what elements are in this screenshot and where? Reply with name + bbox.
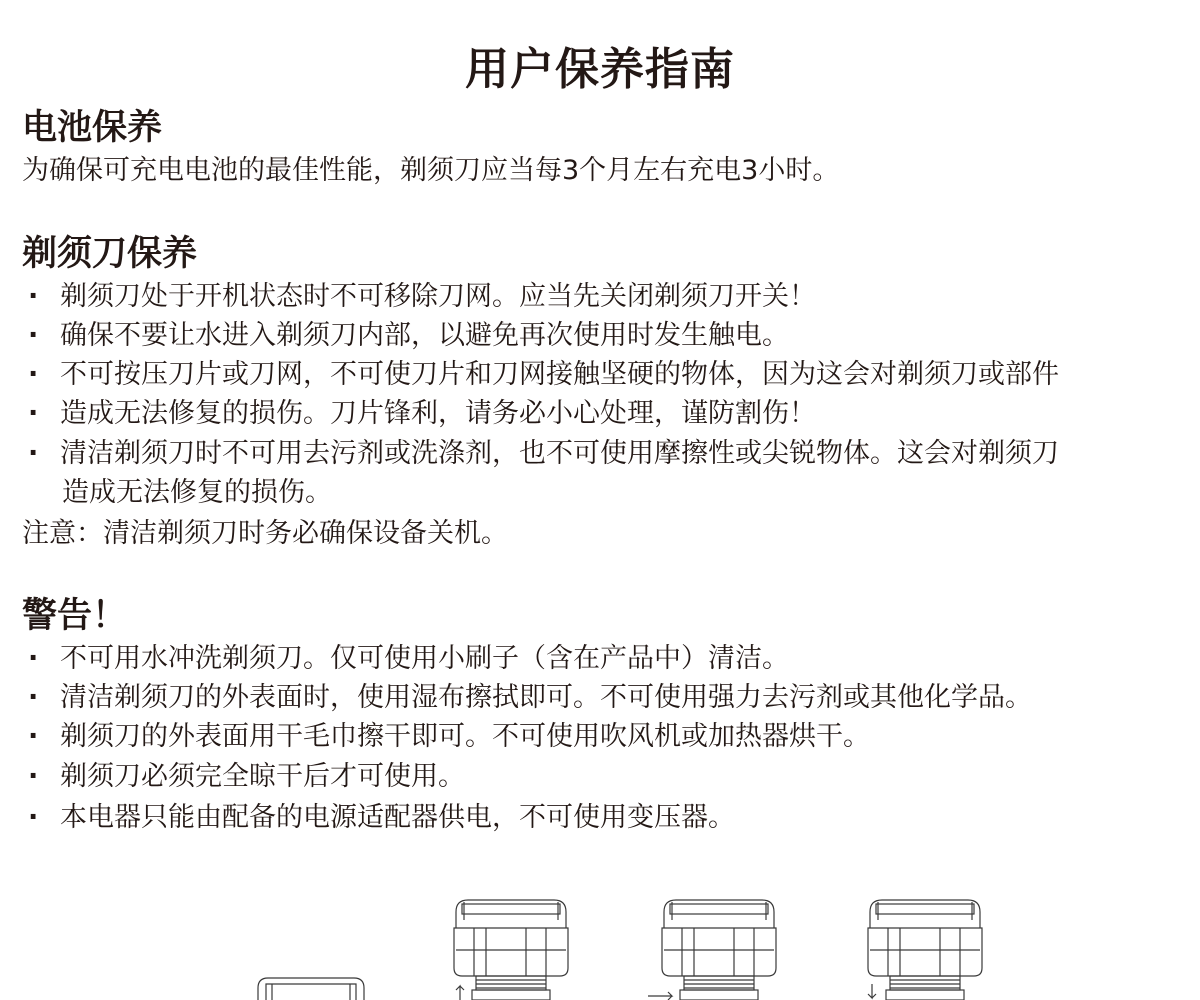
warning-item-4 xyxy=(28,759,465,795)
warning-item-3 xyxy=(28,719,870,755)
bullet-dot: · xyxy=(28,721,39,752)
warning-heading: 警告！ xyxy=(22,596,128,636)
bullet-dot: · xyxy=(28,682,39,713)
bullet-dot: · xyxy=(28,281,39,312)
shaver-item-5-continuation: 造成无法修复的损伤。 xyxy=(62,477,332,508)
warning-item-2 xyxy=(28,680,1032,716)
bullet-dot: · xyxy=(28,398,39,429)
shaver-item-3 xyxy=(28,357,1059,393)
shaver-note: 注意：清洁剃须刀时务必确保设备关机。 xyxy=(22,518,508,549)
shaver-item-text: 剃须刀处于开机状态时不可移除刀网。应当先关闭剃须刀开关！ xyxy=(60,281,816,312)
warning-item-text: 剃须刀的外表面用干毛巾擦干即可。不可使用吹风机或加热器烘干。 xyxy=(60,721,870,752)
shaver-item-1 xyxy=(28,279,816,315)
bullet-dot: · xyxy=(28,802,39,833)
bullet-dot: · xyxy=(28,320,39,351)
bullet-dot: · xyxy=(28,761,39,792)
shaver-item-text: 确保不要让水进入剃须刀内部，以避免再次使用时发生触电。 xyxy=(60,320,789,351)
shaver-item-5 xyxy=(28,436,1059,472)
battery-text: 为确保可充电电池的最佳性能，剃须刀应当每3个月左右充电3小时。 xyxy=(22,155,840,186)
warning-item-5 xyxy=(28,800,735,836)
shaver-head-drawing xyxy=(648,900,776,1000)
warning-item-text: 清洁剃须刀的外表面时，使用湿布擦拭即可。不可使用强力去污剂或其他化学品。 xyxy=(60,682,1032,713)
shaver-head-drawing xyxy=(258,978,364,1000)
warning-item-text: 不可用水冲洗剃须刀。仅可使用小刷子（含在产品中）清洁。 xyxy=(60,643,789,674)
shaver-head-drawing xyxy=(454,900,568,1000)
warning-item-1 xyxy=(28,641,789,677)
shaver-item-text: 造成无法修复的损伤。刀片锋利，请务必小心处理，谨防割伤！ xyxy=(60,398,816,429)
shaver-heading: 剃须刀保养 xyxy=(22,234,198,274)
battery-heading: 电池保养 xyxy=(22,108,163,148)
shaver-head-illustration xyxy=(0,880,1200,1000)
warning-item-text: 剃须刀必须完全晾干后才可使用。 xyxy=(60,761,465,792)
bullet-dot: · xyxy=(28,438,39,469)
warning-item-text: 本电器只能由配备的电源适配器供电，不可使用变压器。 xyxy=(60,802,735,833)
bullet-dot: · xyxy=(28,643,39,674)
shaver-item-4 xyxy=(28,396,816,432)
page-title: 用户保养指南 xyxy=(465,44,735,95)
shaver-head-drawing xyxy=(868,900,982,1000)
shaver-item-2 xyxy=(28,318,789,354)
bullet-dot: · xyxy=(28,359,39,390)
shaver-item-text: 不可按压刀片或刀网，不可使刀片和刀网接触坚硬的物体，因为这会对剃须刀或部件 xyxy=(60,359,1059,390)
shaver-item-text: 清洁剃须刀时不可用去污剂或洗涤剂，也不可使用摩擦性或尖锐物体。这会对剃须刀 xyxy=(60,438,1059,469)
